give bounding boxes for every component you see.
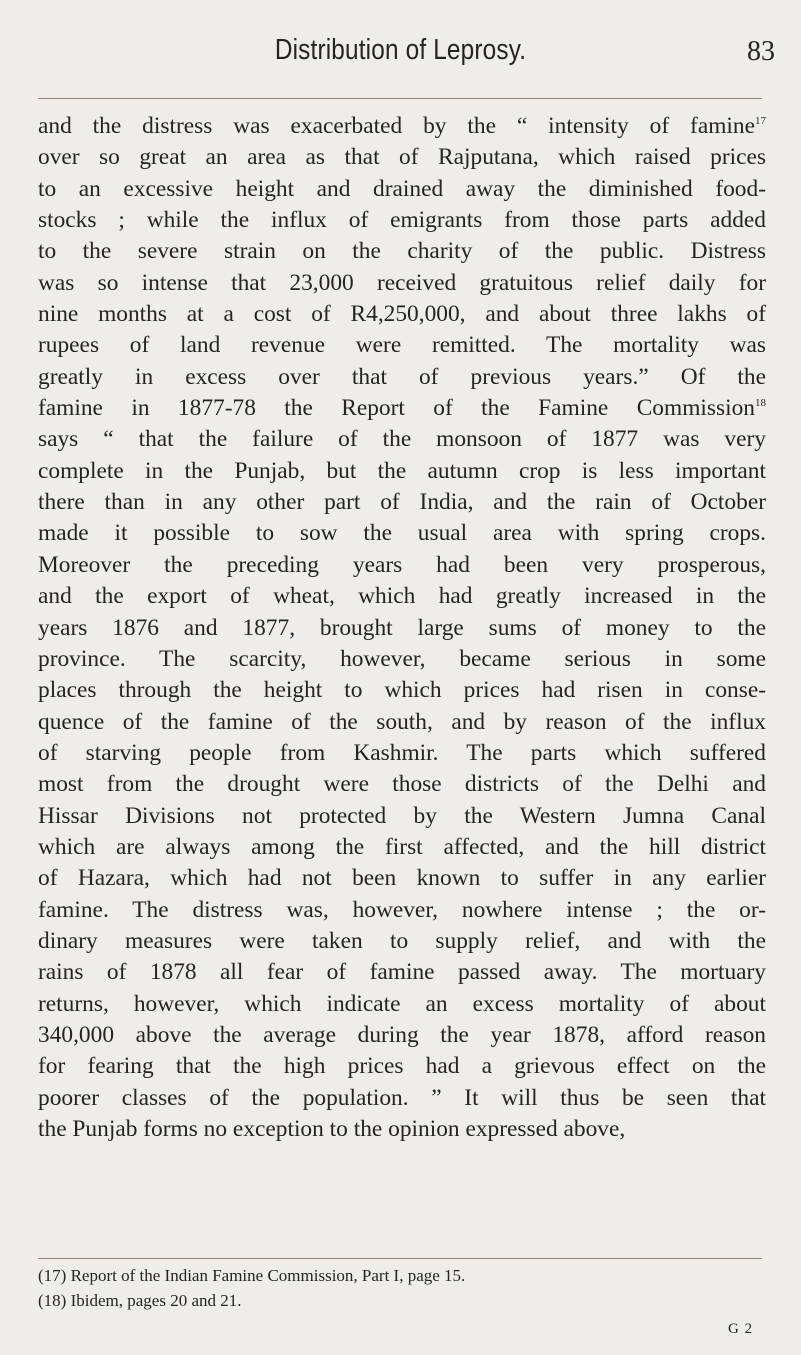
text-line — [38, 550, 766, 581]
line-text: rupees of land revenue were remitted. The mortality was — [38, 332, 766, 359]
page-header — [0, 30, 801, 80]
line-text: province. The scarcity, however, became serious in some — [38, 645, 766, 672]
text-line — [38, 675, 766, 706]
line-text: returns, however, which indicate an excess mortality of about — [38, 990, 766, 1017]
footnote-mark: (18) — [38, 1291, 67, 1310]
text-line — [38, 801, 766, 832]
footnote-reference: 18 — [755, 397, 766, 410]
text-line — [38, 707, 766, 738]
text-line — [38, 393, 766, 424]
line-text: which are always among the first affected, and the hill district — [38, 833, 766, 860]
text-line — [38, 832, 766, 863]
footnote-18 — [38, 1288, 766, 1313]
text-line — [38, 111, 766, 142]
text-line — [38, 1020, 766, 1051]
line-text: and the export of wheat, which had greatly increased in the — [38, 583, 766, 610]
text-line — [38, 174, 766, 205]
body-text — [38, 111, 766, 1145]
line-text: for fearing that the high prices had a grievous effect on the — [38, 1053, 766, 1080]
line-text: and the distress was exacerbated by the “ intensity of famine — [38, 113, 755, 139]
line-text: was so intense that 23,000 received gratuitous relief daily for — [38, 269, 766, 296]
line-text: famine in 1877-78 the Report of the Famine Commission — [38, 395, 755, 422]
footnotes — [38, 1263, 766, 1313]
header-rule — [38, 98, 762, 99]
line-text: to the severe strain on the charity of the public. Distress — [38, 238, 766, 265]
line-text: quence of the famine of the south, and by reason of the influx — [38, 708, 766, 735]
text-line — [38, 330, 766, 361]
footnote-reference: 17 — [755, 115, 766, 127]
text-line — [38, 205, 766, 236]
line-text: Moreover the preceding years had been very prosperous, — [38, 551, 766, 578]
text-line — [38, 299, 766, 330]
line-text: rains of 1878 all fear of famine passed away. The mortuary — [38, 959, 766, 986]
footnote-text: Report of the Indian Famine Commission, Part I, page 15. — [70, 1266, 466, 1285]
text-line — [38, 926, 766, 957]
text-line — [38, 1051, 766, 1082]
text-line — [38, 581, 766, 612]
line-text: there than in any other part of India, and the rain of October — [38, 489, 766, 516]
line-text: famine. The distress was, however, nowhere intense ; the or- — [38, 896, 766, 923]
text-line — [38, 236, 766, 267]
line-text: of starving people from Kashmir. The parts which suffered — [38, 739, 766, 766]
text-line — [38, 518, 766, 549]
text-line — [38, 613, 766, 644]
page-number: 83 — [747, 36, 775, 67]
text-line — [38, 424, 766, 455]
text-line — [38, 895, 766, 926]
text-line — [38, 989, 766, 1020]
text-line — [38, 362, 766, 393]
text-line — [38, 456, 766, 487]
text-line — [38, 1083, 766, 1114]
footnote-text: Ibidem, pages 20 and 21. — [70, 1291, 242, 1310]
text-line — [38, 738, 766, 769]
line-text: years 1876 and 1877, brought large sums of money to the — [38, 614, 766, 641]
line-text: says “ that the failure of the monsoon of 1877 was very — [38, 426, 766, 453]
footnote-17 — [38, 1263, 766, 1288]
line-text: poorer classes of the population. ” It will thus be seen that — [38, 1084, 766, 1111]
line-text: complete in the Punjab, but the autumn crop is less important — [38, 457, 766, 484]
text-line — [38, 863, 766, 894]
footnote-mark: (17) — [38, 1266, 67, 1285]
line-text: to an excessive height and drained away the diminished food- — [38, 175, 766, 202]
line-text: 340,000 above the average during the year 1878, afford reason — [38, 1021, 766, 1048]
footnote-rule — [38, 1258, 762, 1259]
signature-mark: G 2 — [728, 1321, 754, 1337]
text-line — [38, 1114, 766, 1145]
text-line — [38, 644, 766, 675]
line-text: of Hazara, which had not been known to suffer in any earlier — [38, 865, 766, 892]
running-title: Distribution of Leprosy. — [274, 34, 527, 66]
text-line — [38, 957, 766, 988]
line-text: most from the drought were those districts of the Delhi and — [38, 771, 766, 798]
text-line — [38, 142, 766, 173]
line-text: the Punjab forms no exception to the opinion expressed above, — [38, 1116, 626, 1142]
line-text: Hissar Divisions not protected by the Western Jumna Canal — [38, 802, 766, 829]
line-text: places through the height to which prices had risen in conse- — [38, 677, 766, 704]
text-line — [38, 487, 766, 518]
text-line — [38, 769, 766, 800]
line-text: over so great an area as that of Rajputana, which raised prices — [38, 144, 766, 171]
line-text: nine months at a cost of R4,250,000, and about three lakhs of — [38, 301, 766, 328]
line-text: dinary measures were taken to supply relief, and with the — [38, 927, 766, 954]
line-text: greatly in excess over that of previous years.” Of the — [38, 363, 766, 390]
line-text: stocks ; while the influx of emigrants from those parts added — [38, 207, 766, 234]
line-text: made it possible to sow the usual area with spring crops. — [38, 520, 766, 547]
text-line — [38, 268, 766, 299]
